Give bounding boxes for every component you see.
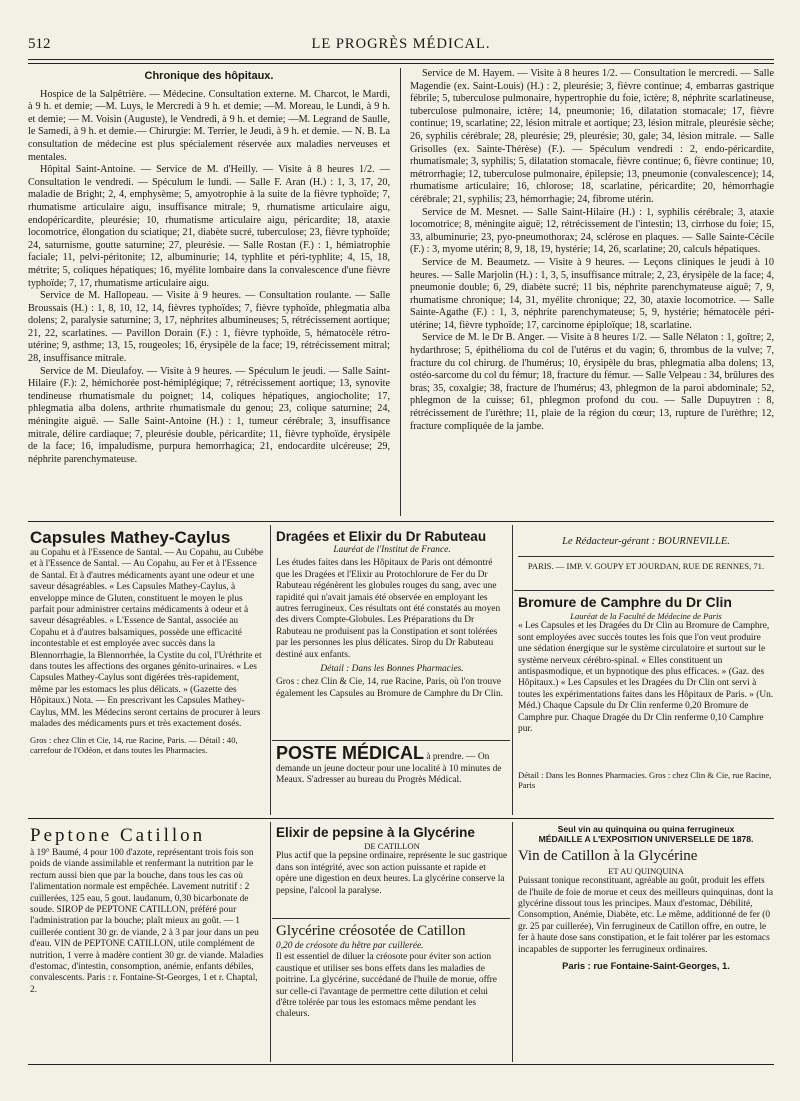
ad-divider xyxy=(512,822,513,1062)
ad-footer: Paris : rue Fontaine-Saint-Georges, 1. xyxy=(562,960,730,972)
ad-divider xyxy=(512,525,513,815)
paragraph: Hospice de la Salpêtrière. — Médecine. Consultation externe. M. Charcot, le Mardi, à 9 h. et demie; —M. Luys, le Mercredi à 9 h. et demie; —M. Moreau, le Lundi, à 9 h. et demie; — M. Voisin (Auguste), le Vendredi, à 9 h. et demie; —M. Legrand de Saulle, le Samedi, à 9 h. et demie.— Chirurgie: M. Terrier, le Jeudi, à 9 h. et demie. — N. B. La consultation de médecine est plus spécialement réservée aux maladies nerveuses et mentales. xyxy=(28,88,390,163)
ad-subtitle: ET AU QUINQUINA xyxy=(608,865,684,876)
ad-glycerine-creosotee xyxy=(276,922,508,1060)
ad-subtitle: Lauréat de la Faculté de Médecine de Paris xyxy=(570,611,722,621)
ad-elixir-pepsine xyxy=(276,824,508,916)
ad-title: Glycérine créosotée de Catillon xyxy=(276,923,466,939)
ad-divider xyxy=(270,822,271,1062)
ad-footer: Gros : chez Clin et Cie, 14, rue Racine, Paris. — Détail : 40, carrefour de l'Odéon, et dans toutes les Pharmacies. xyxy=(30,734,238,755)
paragraph: Service de M. le Dr B. Anger. — Visite à 8 heures 1/2. — Salle Nélaton : 1, goître; 2, hydarthrose; 5, épithélioma du col de l'utérus et du vagin; 6, thrombus de la vulve; 7, fracture du col chirurg. de l'humérus; 10, érysipèle du bras, phlegmatia alba dolens; 13, ostéo-sarcome du col du fémur; 18, fracture du fémur. — Salle Velpeau : 34, brûlures des bras; 35, coxalgie; 38, fracture de l'humérus; 43, phlegmon de la paroi abdominale; 52, phlegmon de la cuisse; 61, phlegmon profond du cou. — Salle Dupuytren : 8, rétrécissement de l'urèthre; 11, plaie de la région du cœur; 13, rupture de l'urèthre; 12, fracture compliquée de la jambe. xyxy=(410,332,774,432)
ad-medal: MÉDAILLE A L'EXPOSITION UNIVERSELLE DE 1878. xyxy=(538,834,754,845)
bottom-rule xyxy=(28,1064,774,1065)
header-rule xyxy=(28,59,774,60)
ad-detail: Détail : Dans les Bonnes Pharmacies. xyxy=(320,664,464,675)
ad-title: Capsules Mathey-Caylus xyxy=(30,528,231,547)
ad-body: à prendre. — On demande un jeune docteur pour une localité à 10 minutes de Meaux. S'adresser au bureau du Progrès Médical. xyxy=(276,752,502,786)
page-header xyxy=(28,34,774,56)
column-divider xyxy=(400,68,401,516)
divider xyxy=(514,590,774,591)
divider xyxy=(272,918,510,919)
paragraph: Service de M. Beaumetz. — Visite à 9 heures. — Leçons cliniques le jeudi à 10 heures. — Salle Marjolin (H.) : 1, 3, 5, insuffisance mitrale; 2, 23, érysipèle de la face; 4, pneumonie double; 6, 29, diabète sucré; 11 bis, néphrite parenchymateuse aiguë; 7, 9, rhumatisme chronique; 14, 31, myélite chronique; 22, 30, ataxie locomotrice. — Salle Sainte-Agathe (F.) : 1, 3, néphrite parenchymateuse; 5, 9, hystérie; hématocèle péri-utérine; 14, fièvre typhoïde; 17, carcinome épiploïque; 18, scarlatine. xyxy=(410,256,774,331)
ad-body: à 19° Baumé, 4 pour 100 d'azote, représentant trois fois son poids de viande assimilable et renfermant la nutrition par le rectum aussi bien que par la bouche, dans tous les cas où l'alimentation normale est empêchée. Lavement nutritif : 2 cuillerées, 125 eau, 5 gout. laudanum, 0,30 bicarbonate de soude. SIROP de PEPTONE CATILLON, préféré pour l'administration par la bouche; plaît mieux au goût. — 1 cuillerée contient 30 gr. de viande, 2 à 3 par jour dans un peu d'eau. VIN de PEPTONE CATILLON, utile complément de nutrition, 1 verre à madère contient 30 gr. de viande. Maladies d'estomac, d'intestin, consomption, anémie, enfants débiles, convalescents. Paris : r. Fontaine-St-Georges, 1 et r. Chaptal, 2. xyxy=(30,848,264,995)
ad-subtitle: Lauréat de l'Institut de France. xyxy=(333,545,451,555)
ad-peptone xyxy=(30,824,264,1060)
ad-bromure-footer: Détail : Dans les Bonnes Pharmacies. Gros : chez Clin & Cie, rue Racine, Paris xyxy=(518,770,772,791)
ad-subtitle: 0,20 de créosote du hêtre par cuillerée. xyxy=(276,941,424,951)
ad-body: au Copahu et à l'Essence de Santal. — Au Copahu, au Cubèbe et à l'Essence de Santal. — Au Copahu, au Fer et à l'Essence de Santal. Et à d'autres médicaments ayant une odeur et une saveur désagréables. « Les Capsules Mathey-Caylus, à enveloppe mince de Gluten, constituent le moyen le plus parfait pour administrer certains médicaments à odeur et à saveur désagréables. « L'Essence de Santal, associée au Copahu et à d'autres balsamiques, possède une efficacité incontestable et est employée avec succès dans la Blennorrhagie, la Blennorrhée, la Cystite du col, l'Uréthrite et dans toutes les affections des organes génito-urinaires. « Les Capsules Mathey-Caylus sont digérées très-rapidement, même par les estomacs les plus délicats. » (Gazette des Hôpitaux.) Nota. — En prescrivant les Capsules Mathey-Caylus, MM. les Médecins seront certains de procurer à leurs malades des médicaments purs et très exactement dosés. xyxy=(30,548,264,730)
chronique-left-column xyxy=(28,68,390,466)
imprint: PARIS. — IMP. V. GOUPY ET JOURDAN, RUE DE RENNES, 71. xyxy=(527,561,765,572)
paragraph: Service de M. Hallopeau. — Visite à 9 heures. — Consultation roulante. — Salle Broussais (H.) : 1, 8, 10, 12, 14, fièvres typhoïdes; 7, fièvre typhoïde, phlegmatia alba dolens; 2, paralysie saturnine; 3, 17, néphrites albumineuses; 5, rétrécissement aortique; 21, 22, scarlatines. — Pavillon Dorain (F.) : 1, fièvre typhoïde, 5, hématocèle rétro-utérine; 9, asthme; 13, 15, rougeoles; 16, érysipèle de la face; 19, rétrécissement mitral; 28, insuffisance mitrale. xyxy=(28,290,390,365)
chronique-right-column xyxy=(410,68,774,433)
section-title: Chronique des hôpitaux. xyxy=(144,70,274,82)
ad-subtitle: DE CATILLON xyxy=(364,841,420,851)
paragraph: Service de M. Hayem. — Visite à 8 heures 1/2. — Consultation le mercredi. — Salle Magendie (ex. Saint-Louis) (H.) : 2, pleurésie; 3, fièvre continue; 4, embarras gastrique fébrile; 5, tuberculose pulmonaire, hypertrophie du foie, ictère; 8, néphrite scarlatineuse, tuberculose pulmonaire, ictère; 14, pneumonie; 16, dilatation stomacale; 17, fièvre continue; 19, scarlatine; 22, lésion mitrale et aortique; 23, lésion mitrale, pleurésie sèche; 26, syphilis cérébrale; 28, pleurésie; 29, pleurésie; 30, gale; 34, lésion mitrale. — Salle Grisolles (ex. Sainte-Thérèse) (F.). — Spéculum vendredi : 2, endo-péricardite, rhumatismale; 3, syphilis; 5, dilatation stomacale, fièvre continue; 6, fièvre continue; 10, métrorrhagie; 12, tuberculose pulmonaire, épilepsie; 13, pneumonie (convalescence); 14, rhumatisme articulaire; 16, chlorose; 18, scarlatine, péricardite; 20, hémorrhagie cérébrale; 21, syphilis; 23, hémorrhagie; 24, fibrome utérin. xyxy=(410,68,774,205)
ad-title: Dragées et Elixir du Dr Rabuteau xyxy=(276,529,487,544)
ad-vin-catillon xyxy=(518,824,774,1060)
ad-title: Peptone Catillon xyxy=(30,825,206,846)
ad-title: Bromure de Camphre du Dr Clin xyxy=(518,594,732,610)
ad-body: « Les Capsules et les Dragées du Dr Clin au Bromure de Camphre, sont employées avec succès toutes les fois que l'on veut produire une sédation énergique sur le système circulatoire et surtout sur le système nerveux cérébro-spinal. « Elles constituent un antispasmodique, et un hypnotique des plus efficaces. » (Gaz. des Hôpitaux.) « Les Capsules et les Dragées du Dr Clin ont servi à toutes les expérimentations faites dans les Hôpitaux de Paris. » (Un. Méd.) Chaque Capsule du Dr Clin renferme 0,20 Bromure de Camphre pur. Chaque Dragée du Dr Clin renferme 0,10 Camphre pur. xyxy=(518,621,774,735)
ad-title: Elixir de pepsine à la Glycérine xyxy=(276,825,475,840)
gerant-block xyxy=(518,528,774,588)
page-number: 512 xyxy=(28,36,51,52)
divider xyxy=(272,740,510,741)
ad-body: Il est essentiel de diluer la créosote pour éviter son action caustique et utiliser ses bons effets dans les maladies de poitrine. La glycérine, succédané de l'huile de morue, offre sur celle-ci l'avantage de permettre cette dilution et celui d'être tolérée par tous les estomacs même pendant les chaleurs. xyxy=(276,952,497,1020)
header-rule-thin xyxy=(28,63,774,64)
ad-capsules xyxy=(30,528,264,814)
ad-body: Puissant tonique reconstituant, agréable au goût, produit les effets de l'huile de foie de morue et ceux des meilleurs quinquinas, dont la glycérine dissout tous les principes. Maux d'estomac, Débilité, Consomption, Anémie, Diabète, etc. Le même, additionné de fer (0 gr. 25 par cuillerée), Vin ferrugineux de Catillon offre, en outre, le fer à haute dose sans constipation, et le fait tolérer par les estomacs incapables de supporter les ferrugineux ordinaires. xyxy=(518,876,774,955)
ad-poste-medical xyxy=(276,742,508,814)
redacteur-gerant: Le Rédacteur-gérant : BOURNEVILLE. xyxy=(562,536,730,547)
paragraph: Service de M. Mesnet. — Salle Saint-Hilaire (H.) : 1, syphilis cérébrale; 3, ataxie locomotrice; 8, méningite aiguë; 12, rétrécissement de l'intestin; 13, cirrhose du foie; 15, 33, albuminurie; 23, pyo-pneumothorax; 24, sclérose en plaques. — Salle Sainte-Cécile (F.) : 3, myome utérin; 8, 9, 18, 19, hystérie; 14, 26, scarlatine; 20, calculs hépatiques. xyxy=(410,206,774,256)
section-rule xyxy=(28,818,774,819)
divider xyxy=(518,556,774,557)
ad-body: Plus actif que la pepsine ordinaire, représente le suc gastrique dans son intégrité, avec son action puissante et rapide et opère une digestion en deux heures. La glycérine conserve la pepsine, l'alcool la paralyse. xyxy=(276,851,508,896)
ad-title: Vin de Catillon à la Glycérine xyxy=(518,847,698,864)
journal-title: LE PROGRÈS MÉDICAL. xyxy=(311,36,491,52)
ad-footer: Gros : chez Clin & Cie, 14, rue Racine, Paris, où l'on trouve également les Capsules au Bromure de Camphre du Dr Clin. xyxy=(276,677,504,699)
ad-bromure xyxy=(518,594,774,735)
paragraph: Service de M. Dieulafoy. — Visite à 9 heures. — Spéculum le jeudi. — Salle Saint-Hilaire (F.): 2, hémichorée post-hémiplégique; 7, rétrécissement aortique; 13, synovite tendineuse rhumatismale du poignet; 14, coliques hépatiques, angiocholite; 17, phlegmatia alba dolens, arthrite rhumatismale du genou; 23, colique saturnine; 24, méningite aiguë. — Salle Saint-Antoine (H.) : 1, tumeur cérébrale; 3, insuffisance mitrale, délire cardiaque; 7, pleurésie double, péricardite; 11, fièvre typhoïde, érysipèle de la face; 16, impaludisme, purpura hemorrhagica; 21, endocardite ulcéreuse; 29, néphrite parenchymateuse. xyxy=(28,365,390,465)
section-rule xyxy=(28,521,774,522)
ad-title: POSTE MÉDICAL xyxy=(276,743,425,763)
ad-divider xyxy=(270,525,271,815)
paragraph: Hôpital Saint-Antoine. — Service de M. d'Heilly. — Visite à 8 heures 1/2. — Consultation le vendredi. — Spéculum le lundi. — Salle F. Aran (H.) : 1, 3, 17, 20, maladie de Bright; 2, 4, emphysème; 5, amyotrophie à la suite de la fièvre typhoïde; 7, rhumatisme articulaire aigu, insuffisance mitrale; 9, rhumatisme articulaire aigu, endopéricardite, pleurésie; 10, rhumatisme articulaire aigu, péricardite; 18, ataxie locomotrice, élongation du sciatique; 21, diabète sucré, tuberculose; 23, fièvre typhoïde; 24, saturnisme, goutte saturnine; 27, pleurésie. — Salle Rostan (F.) : 1, hémiatrophie faciale; 11, pelvi-péritonite; 12, albuminurie; 14, typhlite et péri-typhlite; 4, 15, 18, métrite; 5, coliques hépatiques; 16, myélite lombaire dans la convalescence d'une fièvre typhoïde; 7, 17, rhumatisme articulaire aigu. xyxy=(28,164,390,289)
ad-tagline: Seul vin au quinquina ou quina ferrugineux xyxy=(557,824,735,834)
ad-body: Les études faites dans les Hôpitaux de Paris ont démontré que les Dragées et l'Elixir au Protochlorure de Fer du Dr Rabuteau régénèrent les globules rouges du sang, avec une rapidité qui n'avait jamais été observée en employant les autres ferrugineux. Ces résultats ont été constatés au moyen des divers Compte-Globules. Les Préparations du Dr Rabuteau ne produisent pas la Constipation et sont tolérées par les personnes les plus délicates. Sirop du Dr Rabuteau destiné aux enfants. xyxy=(276,558,501,660)
